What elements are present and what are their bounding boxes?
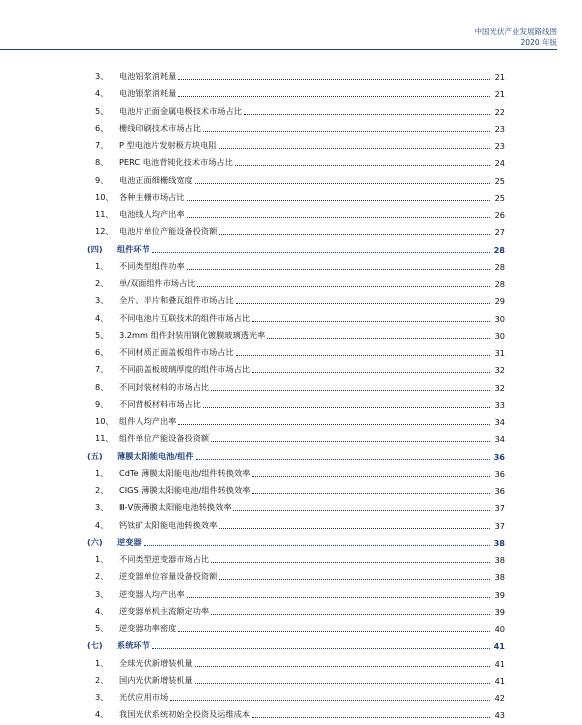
dot-leader <box>203 406 490 408</box>
toc-entry-page: 41 <box>493 641 505 652</box>
toc-entry[interactable] <box>95 307 505 324</box>
dot-leader <box>178 423 490 425</box>
toc-entry-page: 38 <box>494 572 505 583</box>
toc-entry-number: 7、 <box>95 140 109 150</box>
toc-entry[interactable] <box>95 565 505 582</box>
toc-entry-page: 36 <box>493 451 505 462</box>
toc-entry-page: 43 <box>494 710 505 721</box>
toc-entry-number: 4、 <box>95 709 109 720</box>
toc-entry-page: 28 <box>494 261 505 272</box>
toc-entry-number: 4、 <box>95 312 109 323</box>
toc-entry-page: 36 <box>494 468 505 479</box>
toc-entry-title: CIGS 薄膜太阳能电池/组件转换效率 <box>119 485 251 495</box>
toc-entry-page: 37 <box>494 520 505 531</box>
toc-entry-title: 不同封装材料的市场占比 <box>119 381 210 392</box>
toc-entry-number: 2、 <box>95 674 109 685</box>
toc-entry-title: 电池银浆消耗量 <box>119 88 177 99</box>
toc-entry-title: 不同类型组件功率 <box>119 260 185 271</box>
toc-entry[interactable] <box>95 703 505 720</box>
toc-entry-title: 不同电池片互联技术的组件市场占比 <box>119 312 251 323</box>
toc-entry-number: 8、 <box>95 157 109 168</box>
dot-leader <box>152 647 490 649</box>
toc-entry-page: 29 <box>494 296 505 307</box>
toc-entry-page: 27 <box>494 227 505 238</box>
toc-entry[interactable] <box>95 169 505 186</box>
dot-leader <box>244 113 490 115</box>
toc-entry-page: 41 <box>494 675 505 686</box>
toc-entry[interactable] <box>95 341 505 358</box>
running-header <box>475 26 558 48</box>
toc-entry-number: 2、 <box>95 485 109 495</box>
toc-entry-number: 4、 <box>95 605 109 616</box>
toc-entry-number: (七) <box>87 640 103 651</box>
toc-entry-title: 电池铝浆消耗量 <box>119 71 177 81</box>
toc-entry-number: 1、 <box>95 554 109 564</box>
dot-leader <box>152 251 490 253</box>
toc-entry[interactable] <box>95 393 505 410</box>
toc-section-heading[interactable] <box>87 238 505 255</box>
toc-entry[interactable] <box>95 583 505 600</box>
toc-entry-title: 3.2mm 组件封装用钢化镀膜玻璃透光率 <box>119 329 266 340</box>
toc-entry-page: 42 <box>494 693 505 703</box>
dot-leader <box>236 354 490 356</box>
toc-entry-number: 1、 <box>95 260 109 271</box>
toc-entry-number: 6、 <box>95 347 109 357</box>
toc-entry-page: 21 <box>494 72 505 82</box>
toc-entry-title: 全片、半片和叠瓦组件市场占比 <box>119 295 234 306</box>
toc-entry[interactable] <box>95 496 505 513</box>
toc-entry-number: 3、 <box>95 588 109 599</box>
toc-entry-number: 10、 <box>95 416 114 426</box>
toc-entry-page: 33 <box>494 399 505 410</box>
toc-entry-number: 7、 <box>95 364 109 375</box>
toc-entry-page: 40 <box>494 624 505 634</box>
toc-entry-page: 36 <box>494 486 505 496</box>
toc-entry-title: 系统环节 <box>117 640 150 651</box>
toc-entry-number: 3、 <box>95 692 109 702</box>
toc-entry-number: 4、 <box>95 519 109 530</box>
dot-leader <box>219 578 490 580</box>
toc-entry-title: PERC 电池背钝化技术市场占比 <box>119 157 233 168</box>
toc-entry-title: 电池线人均产出率 <box>119 209 185 219</box>
toc-entry-number: 11、 <box>95 433 114 444</box>
toc-entry-title: 逆变器人均产出率 <box>119 588 185 599</box>
dot-leader <box>219 147 490 149</box>
toc-entry-page: 23 <box>494 141 505 151</box>
dot-leader <box>187 268 490 270</box>
toc-entry[interactable] <box>95 220 505 237</box>
toc-entry-page: 34 <box>494 434 505 445</box>
toc-entry-page: 34 <box>494 417 505 427</box>
dot-leader <box>197 285 490 287</box>
toc-entry-number: 9、 <box>95 398 109 409</box>
toc-entry-page: 31 <box>494 348 505 358</box>
toc-entry-number: 9、 <box>95 174 109 185</box>
toc-entry-page: 28 <box>493 244 505 255</box>
toc-entry-title: 电池片正面金属电极技术市场占比 <box>119 105 242 116</box>
dot-leader <box>195 665 490 667</box>
dot-leader <box>252 492 490 494</box>
toc-entry-title: 光伏应用市场 <box>119 692 169 702</box>
dot-leader <box>211 561 490 563</box>
dot-leader <box>211 389 490 391</box>
toc-entry-number: 10、 <box>95 191 114 202</box>
toc-entry-number: 5、 <box>95 329 109 340</box>
dot-leader <box>235 164 490 166</box>
dot-leader <box>233 509 490 511</box>
toc-entry-number: 5、 <box>95 623 109 633</box>
dot-leader <box>252 320 490 322</box>
dot-leader <box>252 475 490 477</box>
toc-entry[interactable] <box>95 514 505 531</box>
dot-leader <box>178 78 490 80</box>
dot-leader <box>170 699 490 701</box>
toc-entry-page: 32 <box>494 365 505 376</box>
toc-entry-page: 26 <box>494 210 505 220</box>
toc-entry-title: P 型电池片发射极方块电阻 <box>119 140 217 150</box>
toc-entry[interactable] <box>95 479 505 496</box>
toc-entry-title: 逆变器单机主流额定功率 <box>119 605 210 616</box>
toc-entry[interactable] <box>95 134 505 151</box>
dot-leader <box>187 596 490 598</box>
dot-leader <box>178 95 490 97</box>
toc-entry-title: 不同背板材料市场占比 <box>119 398 201 409</box>
dot-leader <box>203 130 490 132</box>
toc-entry-title: 不同前盖板玻璃厚度的组件市场占比 <box>119 364 251 375</box>
toc-entry-number: 3、 <box>95 71 109 81</box>
toc-entry-title: 组件单位产能设备投资额 <box>119 433 210 444</box>
toc-entry[interactable] <box>95 324 505 341</box>
toc-entry-title: 不同类型逆变器市场占比 <box>119 554 210 564</box>
toc-entry-page: 28 <box>494 279 505 289</box>
toc-entry-title: 栅线印刷技术市场占比 <box>119 122 201 133</box>
toc-entry[interactable] <box>95 100 505 117</box>
toc-entry[interactable] <box>95 376 505 393</box>
toc-section-heading[interactable] <box>87 531 505 548</box>
toc-entry-title: 不同材质正面盖板组件市场占比 <box>119 347 234 357</box>
dot-leader <box>195 682 490 684</box>
toc-entry-page: 22 <box>494 106 505 117</box>
toc-entry-number: 6、 <box>95 122 109 133</box>
toc-entry-title: 单/双面组件市场占比 <box>119 278 196 288</box>
toc-entry-number: 1、 <box>95 657 109 668</box>
toc-entry-number: 4、 <box>95 88 109 99</box>
toc-entry-number: (六) <box>87 536 103 547</box>
dot-leader <box>219 527 490 529</box>
toc-entry-number: 5、 <box>95 105 109 116</box>
dot-leader <box>195 182 490 184</box>
toc-entry-title: 组件环节 <box>117 243 150 254</box>
toc-entry-page: 21 <box>494 89 505 100</box>
toc-entry-title: 逆变器单位容量设备投资额 <box>119 571 218 582</box>
toc-entry-page: 39 <box>494 589 505 600</box>
toc-section-heading[interactable] <box>87 445 505 462</box>
toc-entry[interactable] <box>95 548 505 565</box>
toc-entry-page: 25 <box>494 175 505 186</box>
toc-entry-page: 30 <box>494 313 505 324</box>
header-rule <box>0 49 557 50</box>
toc-entry-number: 3、 <box>95 295 109 306</box>
dot-leader <box>267 337 490 339</box>
dot-leader <box>211 613 490 615</box>
toc-entry[interactable] <box>95 255 505 272</box>
toc-entry-number: 12、 <box>95 226 114 237</box>
toc-section-heading[interactable] <box>87 634 505 651</box>
toc-entry-page: 38 <box>494 555 505 565</box>
toc-entry[interactable] <box>95 600 505 617</box>
toc-entry[interactable] <box>95 617 505 634</box>
toc-entry[interactable] <box>95 427 505 444</box>
toc-entry-page: 24 <box>494 158 505 169</box>
toc-entry-title: 全球光伏新增装机量 <box>119 657 193 668</box>
toc-entry[interactable] <box>95 203 505 220</box>
dot-leader <box>211 440 490 442</box>
toc-entry-title: 国内光伏新增装机量 <box>119 674 193 685</box>
toc-entry-title: 各种主栅市场占比 <box>119 191 185 202</box>
toc-entry[interactable] <box>95 358 505 375</box>
header-edition: 2020 年版 <box>520 38 557 47</box>
dot-leader <box>144 544 490 546</box>
toc-entry-title: 电池片单位产能设备投资额 <box>119 226 218 237</box>
toc-entry-page: 25 <box>494 192 505 203</box>
toc-entry[interactable] <box>95 272 505 289</box>
toc-entry-number: (五) <box>87 450 103 461</box>
toc-entry-title: 薄膜太阳能电池/组件 <box>117 450 194 461</box>
toc-entry-title: 组件人均产出率 <box>119 416 177 426</box>
dot-leader <box>219 233 490 235</box>
toc-entry[interactable] <box>95 65 505 82</box>
toc-entry-number: 2、 <box>95 278 109 288</box>
toc-entry-number: 1、 <box>95 467 109 478</box>
toc-entry[interactable] <box>95 686 505 703</box>
dot-leader <box>252 716 490 718</box>
header-title: 中国光伏产业发展路线图 <box>474 27 557 36</box>
toc-entry-page: 37 <box>494 503 505 514</box>
toc-entry[interactable] <box>95 151 505 168</box>
toc-entry[interactable] <box>95 82 505 99</box>
dot-leader <box>196 458 490 460</box>
toc-entry[interactable] <box>95 117 505 134</box>
toc-entry-number: (四) <box>87 243 103 254</box>
toc-entry[interactable] <box>95 410 505 427</box>
toc-entry[interactable] <box>95 462 505 479</box>
toc-entry[interactable] <box>95 289 505 306</box>
toc-entry-page: 23 <box>494 123 505 134</box>
toc-entry-number: 11、 <box>95 209 114 219</box>
toc-entry-title: 逆变器 <box>117 536 142 547</box>
toc-entry-page: 32 <box>494 382 505 393</box>
toc-entry-page: 41 <box>494 658 505 669</box>
toc-entry-page: 30 <box>494 330 505 341</box>
toc-entry-title: Ⅲ-Ⅴ族薄膜太阳能电池转换效率 <box>119 502 232 513</box>
dot-leader <box>252 371 490 373</box>
toc-entry[interactable] <box>95 186 505 203</box>
dot-leader <box>187 199 490 201</box>
toc-entry[interactable] <box>95 652 505 669</box>
dot-leader <box>187 216 490 218</box>
toc-entry-title: 逆变器功率密度 <box>119 623 177 633</box>
dot-leader <box>178 630 490 632</box>
toc-entry-title: 电池正面细栅线宽度 <box>119 174 193 185</box>
toc-entry-number: 2、 <box>95 571 109 582</box>
dot-leader <box>236 302 490 304</box>
toc-entry-title: CdTe 薄膜太阳能电池/组件转换效率 <box>119 467 251 478</box>
toc-entry-page: 38 <box>493 537 505 548</box>
toc-entry-number: 8、 <box>95 381 109 392</box>
toc-entry-title: 我国光伏系统初始全投资及运维成本 <box>119 709 251 720</box>
toc-entry-title: 钙钛矿太阳能电池转换效率 <box>119 519 218 530</box>
toc-entry[interactable] <box>95 669 505 686</box>
toc-entry-number: 3、 <box>95 502 109 513</box>
toc-entry-page: 39 <box>494 606 505 617</box>
